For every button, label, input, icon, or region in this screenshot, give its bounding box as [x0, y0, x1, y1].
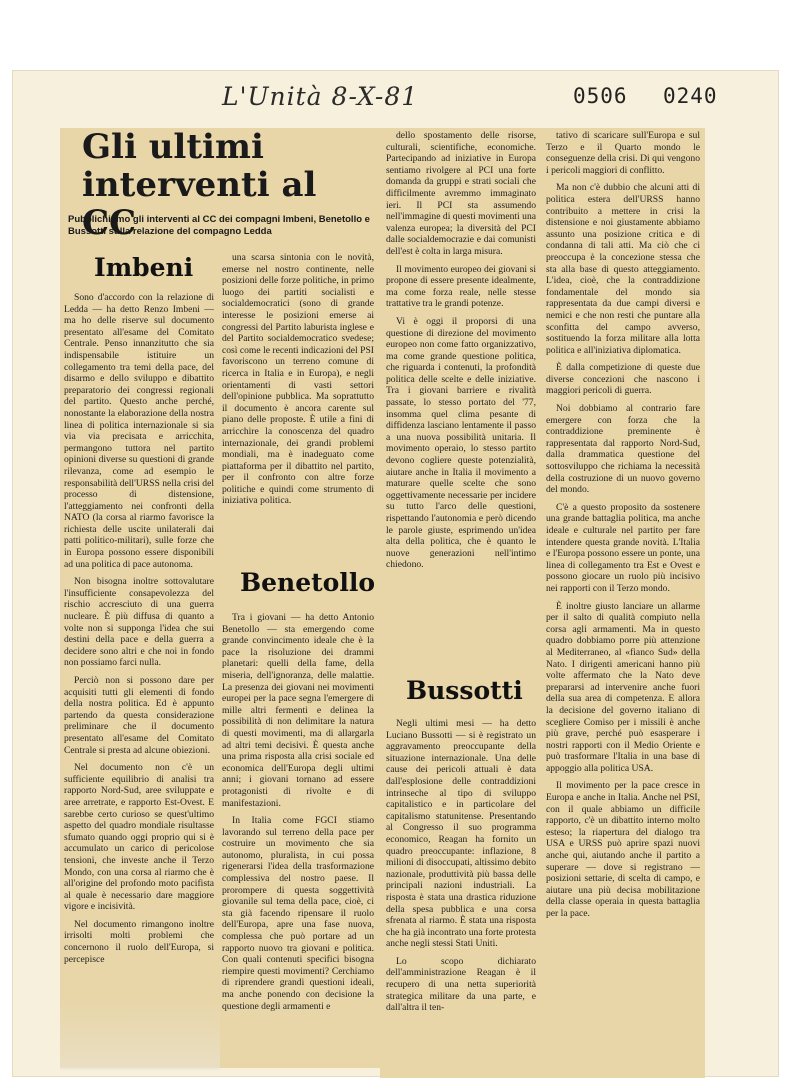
- column-4: [546, 130, 700, 1075]
- paragraph: Il movimento per la pace cresce in Europa e anche in Italia. Anche nel PSI, con il quale abbiamo un difficile rapporto, c'è un dibattito interno molto esteso; la riapertura del dialogo tra USA e URSS può aprire spazi nuovi anche qui, aiutando anche il partito a superare — dove si registrano — posizioni settarie, di scelta di campo, e aiutare una più decisa mobilitazione della classe operaia in questa battaglia per la pace.: [546, 780, 700, 919]
- section-head-imbeni: Imbeni: [94, 253, 194, 282]
- paragraph: È inoltre giusto lanciare un allarme per il salto di qualità compiuto nella corsa agli armamenti. Ma in questo quadro dobbiamo porre più attenzione al Mediterraneo, al «fianco Sud» della Nato. I dirigenti americani hanno più volte affermato che la Nato deve prepararsi ad intervenire anche fuori della sua area di competenza. E allora la decisione del governo italiano di scegliere Comiso per i missili è anche più grave, perché può esasperare i nostri rapporti con il Medio Oriente e può trasformare l'Italia in una base di appoggio alla politica USA.: [546, 600, 700, 774]
- column-3-top: [386, 130, 536, 665]
- paragraph: Il movimento europeo dei giovani si propone di essere presente idealmente, ma come forza reale, nelle stesse trattative tra le grandi potenze.: [386, 263, 536, 310]
- paragraph: Vi è oggi il proporsi di una questione di direzione del movimento europeo non come fatto organizzativo, ma come grande questione politica, che riguarda i contenuti, la profondità politica delle scelte e delle iniziative. Tra i giovani barriere e rivalità passate, lo stesso portato del '77, insomma quel clima pesante di diffidenza lasciano lentamente il passo a una nuova possibilità unitaria. Il movimento operaio, lo stesso partito devono cogliere queste potenzialità, aiutare anche in Italia il movimento a maturare quelle scelte che sono oggettivamente necessarie per incidere su tutto l'arco delle questioni, rispettando l'autonomia e però dicendo le parole giuste, esprimendo un'idea alta della politica, che è quanto le nuove generazioni nell'intimo chiedono.: [386, 315, 536, 571]
- handwritten-source-date: L'Unità 8-X-81: [222, 82, 419, 111]
- section-head-benetollo: Benetollo: [240, 568, 376, 597]
- paragraph: dello spostamento delle risorse, culturali, scientifiche, economiche. Partecipando ad iniziative in Europa sentiamo rivolgere al PCI una forte domanda da gruppi e strati sociali che difficilmente avremmo immaginato ieri. Il PCI sta assumendo nell'immagine di questi movimenti una valenza europea; la diversità del PCI dalle socialdemocrazie e dai comunisti dell'est è colta in larga misura.: [386, 130, 536, 257]
- archive-number-right: 0240: [663, 84, 718, 108]
- column-2-bottom: [222, 612, 374, 1070]
- paragraph: Sono d'accordo con la relazione di Ledda — ha detto Renzo Imbeni — ma ho delle riserve sul documento presentato all'esame del Comitato Centrale. Penso innanzitutto che sia indispensabile istituire un collegamento tra temi della pace, del disarmo e dello sviluppo e dibattito preparatorio dei congressi regionali del partito. Questo anche perché, nonostante la elaborazione della nostra linea di politica internazionale si sia via via precisata e arricchita, permangono tuttora nel partito opinioni diverse su questioni di grande rilevanza, come ad esempio le responsabilità dell'URSS nella crisi del processo di distensione, l'atteggiamento nei confronti della NATO (la corsa al riarmo favorisce la richiesta delle uscite unilaterali dai patti politico-militari), sulle forze che in Europa possono essere disponibili ad una politica di pace autonoma.: [64, 292, 214, 570]
- paragraph: È dalla competizione di queste due diverse concezioni che nascono i maggiori pericoli di guerra.: [546, 362, 700, 397]
- paragraph: C'è a questo proposito da sostenere una grande battaglia politica, ma anche ideale e culturale nel partito per fare intendere questa grande novità. L'Italia e l'Europa possono essere un ponte, una linea di collegamento tra Est e Ovest e possono giocare un ruolo più incisivo nei rapporti con il Terzo mondo.: [546, 501, 700, 594]
- archive-number-left: 0506: [573, 84, 628, 108]
- paragraph: Ma non c'è dubbio che alcuni atti di politica estera dell'URSS hanno contribuito a mettere in crisi la distensione e noi giustamente abbiamo assunto una posizione critica e di condanna di tali atti. Ma ciò che ci preoccupa è la concezione stessa che sta alla base di questo atteggiamento. L'idea, cioè, che la contraddizione fondamentale del mondo sia rappresentata da due campi diversi e nemici e che non resti che puntare alla sconfitta del campo avverso, sostituendo la forza militare alla lotta politica e all'iniziativa diplomatica.: [546, 182, 700, 356]
- paragraph: Noi dobbiamo al contrario fare emergere con forza che la contraddizione preminente è rappresentata dal rapporto Nord-Sud, dalla drammatica questione del sottosviluppo che richiama la necessità della costruzione di un nuovo governo del mondo.: [546, 403, 700, 496]
- paragraph: In Italia come FGCI stiamo lavorando sul terreno della pace per costruire un movimento che sia autonomo, pluralista, in cui possa rigenerarsi l'idea della trasformazione complessiva del nostro paese. Il prorompere di questa soggettività giovanile sul tema della pace, cioè, ci sta già facendo ripensare il ruolo dell'Europa, apre una fase nuova, complessa che può portare ad un rapporto nuovo tra giovani e politica. Con quali contenuti specifici bisogna riempire questi movimenti? Cerchiamo di riprendere grandi questioni ideali, ma anche ponendo con decisione la questione degli armamenti e: [222, 815, 374, 1012]
- paragraph: Lo scopo dichiarato dell'amministrazione Reagan è il recupero di una netta superiorità strategica militare da una parte, e dall'altra il ten-: [386, 955, 536, 1014]
- column-2-top: [222, 252, 374, 552]
- paragraph: tativo di scaricare sull'Europa e sul Terzo e il Quarto mondo le conseguenze della crisi. Di qui vengono i pericoli maggiori di conflitto.: [546, 130, 700, 176]
- faded-corner: [60, 1000, 220, 1070]
- article-subtitle: Pubblichiamo gli interventi al CC dei compagni Imbeni, Benetollo e Bussotti sulla relazione del compagno Ledda: [68, 214, 370, 237]
- paragraph: una scarsa sintonia con le novità, emerse nel nostro continente, nelle posizioni delle forze politiche, in primo luogo dei partiti socialisti e socialdemocratici (sono di grande interesse le posizioni emerse ai congressi del Partito laburista inglese e del Partito socialdemocratico svedese; così come le recenti indicazioni del PSI favoriscono un terreno comune di ricerca in Italia e in Europa), e negli orientamenti di vasti settori dell'opinione pubblica. Ma soprattutto il documento è ancora carente sul piano delle proposte. È utile a fini di arricchire la conoscenza del quadro internazionale, dei grandi problemi mondiali, ma è inadeguato come piattaforma per il dibattito nel partito, per il confronto con altre forze politiche e quindi come strumento di iniziativa politica.: [222, 252, 374, 507]
- column-1: [64, 292, 214, 1067]
- paragraph: Tra i giovani — ha detto Antonio Benetollo — sta emergendo come grande convincimento ideale che è la pace la risoluzione dei drammi planetari: quelli della fame, della miseria, dell'ignoranza, delle malattie. La presenza dei giovani nei movimenti europei per la pace segna l'emergere di mille altri fermenti e delinea la possibilità di non delimitare la natura di questi movimenti, ma di allargarla ad altri temi decisivi. È questa anche una prima risposta alla crisi sociale ed economica dell'Europa degli ultimi anni; i giovani tornano ad essere protagonisti di rivolte e di manifestazioni.: [222, 612, 374, 809]
- paragraph: Nel documento rimangono inoltre irrisolti molti problemi che concernono il ruolo dell'Europa, si percepisce: [64, 918, 214, 965]
- section-head-bussotti: Bussotti: [406, 676, 523, 705]
- paragraph: Nel documento non c'è un sufficiente equilibrio di analisi tra rapporto Nord-Sud, aree sviluppate e aree arretrate, e rapporto Est-Ovest. E sarebbe certo curioso se quest'ultimo aspetto del quadro mondiale risultasse sfumato quando oggi proprio qui si è accumulato un carico di pericolose tensioni, che investe anche il Terzo Mondo, con una corsa al riarmo che è all'origine del profondo moto pacifista al quale è necessario dare maggiore vigore e incisività.: [64, 762, 214, 913]
- paragraph: Negli ultimi mesi — ha detto Luciano Bussotti — si è registrato un aggravamento preoccupante della situazione internazionale. Una delle cause dei pericoli attuali è data dall'esplosione delle contraddizioni intrinseche al tipo di sviluppo capitalistico e in particolare del capitalismo statunitense. Presentando al Congresso il suo programma economico, Reagan ha fornito un quadro preoccupante: inflazione, 8 milioni di disoccupati, altissimo debito nazionale, produttività più bassa delle principali nazioni industriali. La risposta è stata una drastica riduzione della spesa pubblica e una corsa sfrenata al riarmo. È stata una risposta che ha già incontrato una forte protesta anche negli stessi Stati Uniti.: [386, 718, 536, 950]
- paragraph: Perciò non si possono dare per acquisiti tutti gli elementi di fondo della nostra politica. Ed è appunto partendo da questa considerazione preliminare che il documento presentato all'esame del Comitato Centrale si presta ad alcune obiezioni.: [64, 675, 214, 756]
- paragraph: Non bisogna inoltre sottovalutare l'insufficiente consapevolezza del rischio accresciuto di una guerra nucleare. È più diffusa di quanto a volte non si supponga l'idea che sui destini della pace e della guerra a decidere sono altri e che noi in fondo non possiamo farci nulla.: [64, 576, 214, 669]
- article-title: Gli ultimi interventi al CC: [82, 127, 317, 243]
- column-3-bottom: [386, 718, 536, 1073]
